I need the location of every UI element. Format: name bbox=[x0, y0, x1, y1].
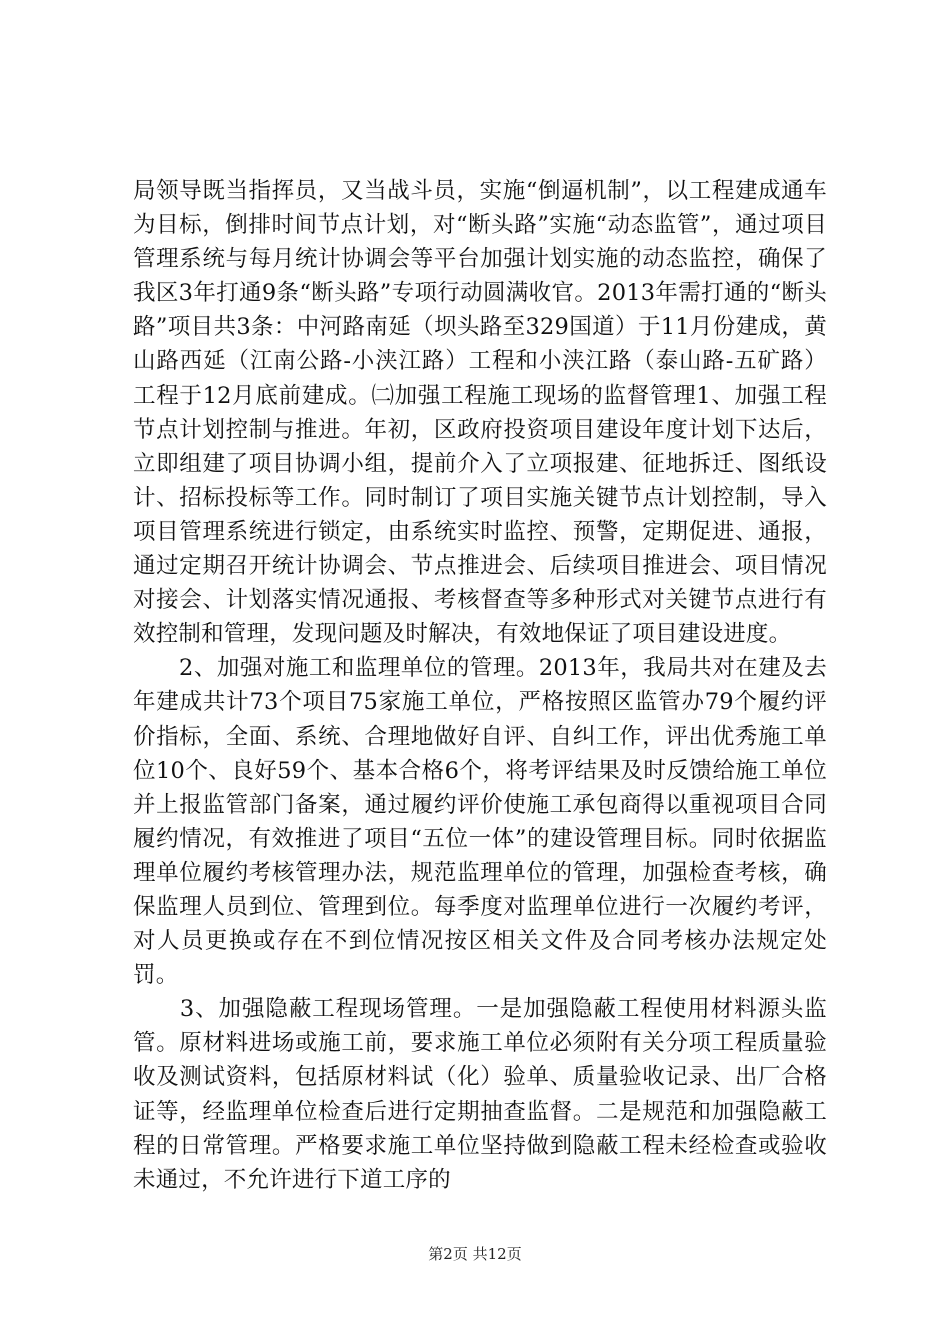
page-number: 第2页 共12页 bbox=[428, 1245, 522, 1263]
paragraph-3: 3、加强隐蔽工程现场管理。一是加强隐蔽工程使用材料源头监管。原材料进场或施工前，要求施工单位必须附有关分项工程质量验收及测试资料，包括原材料试（化）验单、质量验收记录、出厂合格证等，经监理单位检查后进行定期抽查监督。二是规范和加强隐蔽工程的日常管理。严格要求施工单位坚持做到隐蔽工程未经检查或验收未通过，不允许进行下道工序的 bbox=[133, 996, 827, 1193]
document-body bbox=[133, 174, 827, 1197]
page-footer bbox=[0, 1244, 950, 1264]
paragraph-2: 2、加强对施工和监理单位的管理。2013年，我局共对在建及去年建成共计73个项目75家施工单位，严格按照区监管办79个履约评价指标，全面、系统、合理地做好自评、自纠工作，评出优秀施工单位10个、良好59个、基本合格6个，将考评结果及时反馈给施工单位并上报监管部门备案，通过履约评价使施工承包商得以重视项目合同履约情况，有效推进了项目“五位一体”的建设管理目标。同时依据监理单位履约考核管理办法，规范监理单位的管理，加强检查考核，确保监理人员到位、管理到位。每季度对监理单位进行一次履约考评，对人员更换或存在不到位情况按区相关文件及合同考核办法规定处罚。 bbox=[133, 655, 827, 989]
paragraph-1: 局领导既当指挥员，又当战斗员，实施“倒逼机制”，以工程建成通车为目标，倒排时间节点计划，对“断头路”实施“动态监管”，通过项目管理系统与每月统计协调会等平台加强计划实施的动态监控，确保了我区3年打通9条“断头路”专项行动圆满收官。2013年需打通的“断头路”项目共3条：中河路南延（坝头路至329国道）于11月份建成，黄山路西延（江南公路-小浃江路）工程和小浃江路（泰山路-五矿路）工程于12月底前建成。㈡加强工程施工现场的监督管理1、加强工程节点计划控制与推进。年初，区政府投资项目建设年度计划下达后，立即组建了项目协调小组，提前介入了立项报建、征地拆迁、图纸设计、招标投标等工作。同时制订了项目实施关键节点计划控制，导入项目管理系统进行锁定，由系统实时监控、预警，定期促进、通报，通过定期召开统计协调会、节点推进会、后续项目推进会、项目情况对接会、计划落实情况通报、考核督查等多种形式对关键节点进行有效控制和管理，发现问题及时解决，有效地保证了项目建设进度。 bbox=[133, 178, 827, 648]
